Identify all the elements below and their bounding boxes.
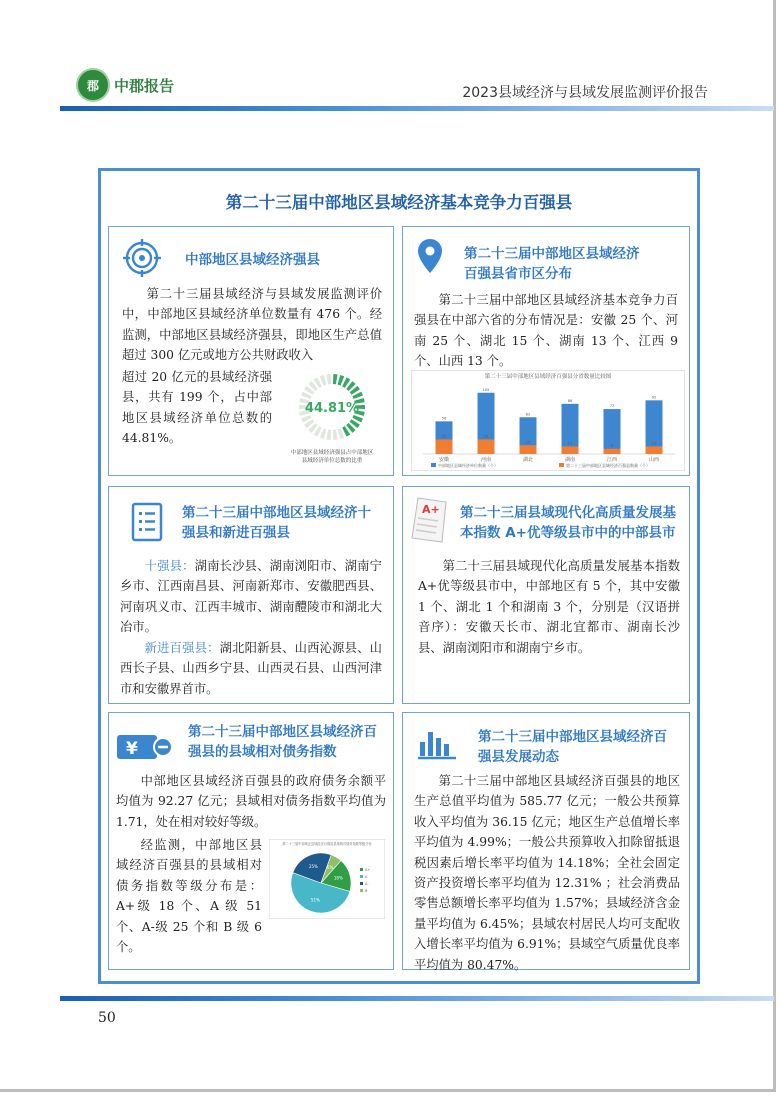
pie-slice-label: 6% [327, 865, 334, 871]
x-tick-label: 山西 [648, 457, 660, 463]
top10-text: 湖南长沙县、湖南浏阳市、湖南宁乡市、江西南昌县、河南新郑市、安徽肥西县、河南巩义市、江西丰城市、湖南醴陵市和湖北大冶市。 [120, 559, 382, 635]
card4-title-line2: 本指数 A+优等级县市中的中部县市 [460, 525, 676, 541]
card2-title-line2: 百强县省市区分布 [464, 266, 572, 282]
bar-value-label: 13 [651, 441, 657, 446]
card6-paragraph: 第二十三届中部地区县域经济百强县的地区生产总值平均值为 585.77 亿元；一般公共预算收入平均值为 36.15 亿元；地区生产总值增长率平均值为 4.99%；一般公共预算收入扣除留抵退税因素后增长率平均值为 14.18%；全社会固定资产投资增长率平均值为 12.31% ；社会消费品零售总额增长率平均值为 1.57%；县域经济含金量平均值为 6.45%；县域农村居民人均可支配收入增长率平均值为 6.91%；县域空气质量优良率平均值为 80.47%。 [414, 774, 680, 972]
grade-text: A+ [422, 503, 440, 516]
card5-title-line1: 第二十三届中部地区县域经济百 [188, 724, 377, 740]
bar [646, 446, 663, 454]
strong-county-donut [296, 371, 368, 443]
card3-title-line2: 强县和新进百强县 [182, 525, 290, 541]
x-tick-label: 河南 [480, 457, 492, 463]
pie-legend-label: A [365, 875, 368, 879]
footer-divider [60, 996, 774, 1001]
pie-slice-label: 18% [333, 875, 343, 881]
card6-title-line2: 强县发展动态 [478, 749, 559, 765]
pie-title: 第二十三届中部地区县域经济百强县县域相对债务指数等级分布 [282, 842, 372, 846]
donut-segment [322, 380, 325, 381]
pie-slice-label: 51% [310, 897, 320, 903]
bar-value-label: 13 [567, 441, 573, 446]
donut-segment [316, 382, 319, 384]
bar-chart-icon [417, 722, 457, 762]
donut-segment [312, 427, 315, 429]
list-document-icon [131, 502, 163, 542]
x-tick-label: 湖南 [564, 457, 576, 463]
bar-value-label: 56 [441, 416, 447, 421]
card3-new-entrants [120, 638, 382, 699]
donut-segment [316, 430, 319, 432]
donut-segment [306, 394, 307, 397]
money-card-icon [117, 733, 173, 761]
card1-title: 中部地区县域经济强县 [185, 252, 320, 268]
pie-legend-swatch [360, 868, 363, 871]
bar [436, 439, 453, 454]
donut-segment [344, 382, 347, 384]
card4-title-line1: 第二十三届县域现代化高质量发展基 [460, 505, 676, 521]
new-entrants-text: 湖北阳新县、山西沁源县、山西长子县、山西乡宁县、山西灵石县、山西河津市和安徽界首市。 [120, 641, 382, 696]
card4-paragraph: 第二十三届县域现代化高质量发展基本指数 A+优等级县市中，中部地区有 5 个，其中安徽 1 个、湖北 1 个和湖南 3 个，分别是（汉语拼音序）：安徽天长市、湖北宜都市、湖南长沙县、湖南浏阳市和湖南宁乡市。 [418, 559, 680, 655]
card2-title-line1: 第二十三届中部地区县域经济 [464, 246, 640, 262]
pie-slice-label: 25% [308, 864, 318, 870]
donut-segment [308, 422, 310, 425]
x-tick-label: 江西 [606, 457, 618, 463]
bar [604, 449, 621, 454]
bar-value-label: 105 [482, 387, 490, 392]
debt-index-pie-chart [269, 839, 385, 919]
donut-value-label: 44.81% [304, 401, 360, 416]
pie-legend-swatch [360, 882, 363, 885]
card6-title-line1: 第二十三届中部地区县域经济百 [478, 729, 667, 745]
chart-frame [411, 370, 685, 471]
pie-legend-label: A+ [365, 868, 371, 872]
page-title: 第二十三届中部地区县域经济基本竞争力百强县 [225, 193, 573, 212]
donut-segment [357, 417, 358, 420]
card3-top10 [120, 556, 382, 638]
new-entrants-label: 新进百强县： [144, 641, 220, 655]
donut-segment [349, 427, 352, 429]
donut-segment [354, 422, 356, 425]
pie-legend-label: A- [365, 882, 369, 886]
bar-value-label: 25 [483, 434, 489, 439]
card5-paragraph1: 中部地区县域经济百强县的政府债务余额平均值为 92.27 亿元；县域相对债务指数平均值为 1.71，处在相对较好等级。 [116, 774, 386, 829]
bar-value-label: 77 [609, 404, 615, 409]
card1-paragraph2: 超过 20 亿元的县域经济强县，共有 199 个，占中部地区县域经济单位总数的 44.81%。 [122, 370, 272, 446]
chart-title: 第二十三届中部地区县域经济百强县分省数量比较图 [484, 374, 612, 380]
legend-label: 第二十三届中部地区县域经济百强县数量（个） [566, 463, 650, 468]
svg-text:¥: ¥ [126, 739, 138, 759]
card1-paragraph1: 第二十三届县域经济与县域发展监测评价中，中部地区县域经济单位数量有 476 个。经监测，中部地区县域经济强县，即地区生产总值超过 300 亿元或地方公共财政收入 [122, 287, 382, 363]
bar [646, 400, 663, 454]
pie-legend-swatch [360, 889, 363, 892]
donut-segment [349, 385, 352, 387]
legend-label: 中部地区县域经济单位数量（个） [438, 463, 498, 468]
donut-segment [357, 394, 358, 397]
donut-segment [339, 380, 342, 381]
donut-segment [322, 433, 325, 434]
x-tick-label: 湖北 [522, 457, 534, 463]
x-tick-label: 安徽 [438, 457, 450, 463]
grade-paper-icon [408, 494, 454, 546]
top10-label: 十强县： [144, 559, 195, 573]
donut-segment [306, 417, 307, 420]
legend-swatch [559, 463, 564, 467]
report-title: 2023县域经济与县域发展监测评价报告 [462, 85, 708, 101]
brand-name: 中郡报告 [114, 77, 175, 95]
donut-segment [339, 433, 342, 434]
bar-value-label: 92 [651, 395, 657, 400]
card5-paragraph2: 经监测，中部地区县域经济百强县的县域相对债务指数等级分布是：A+级 18 个、A 级 51 个、A-级 25 个和 B 级 6 个。 [116, 838, 262, 955]
bar-value-label: 63 [525, 412, 531, 417]
bar [520, 445, 537, 454]
pie-legend-swatch [360, 875, 363, 878]
legend-swatch [431, 463, 436, 467]
donut-segment [312, 385, 315, 387]
bar [562, 446, 579, 454]
donut-segment [344, 430, 347, 432]
province-bar-chart [411, 370, 685, 471]
bar-value-label: 15 [525, 440, 531, 445]
header-divider [60, 106, 774, 111]
bar-value-label: 9 [610, 443, 614, 448]
bar-value-label: 25 [441, 434, 447, 439]
page-number: 50 [98, 1010, 116, 1026]
card5-title-line2: 强县的县域相对债务指数 [188, 744, 337, 760]
donut-caption-line1: 中部地区县域经济强县占中部地区 [290, 450, 374, 456]
donut-segment [354, 389, 356, 392]
bar-value-label: 86 [567, 398, 573, 403]
card3-title-line1: 第二十三届中部地区县域经济十 [182, 505, 371, 521]
location-pin-icon [417, 238, 443, 274]
card2-paragraph: 第二十三届中部地区县域经济基本竞争力百强县在中部六省的分布情况是：安徽 25 个、河南 25 个、湖北 15 个、湖南 13 个、江西 9 个、山西 13 个。 [414, 293, 678, 369]
bar [478, 439, 495, 454]
donut-segment [308, 389, 310, 392]
brand-logo: 郡 [76, 68, 110, 102]
pie-legend-label: B [365, 889, 368, 893]
donut-caption-line2: 县域经济单位总数的比重 [301, 458, 363, 464]
target-icon [122, 238, 162, 278]
